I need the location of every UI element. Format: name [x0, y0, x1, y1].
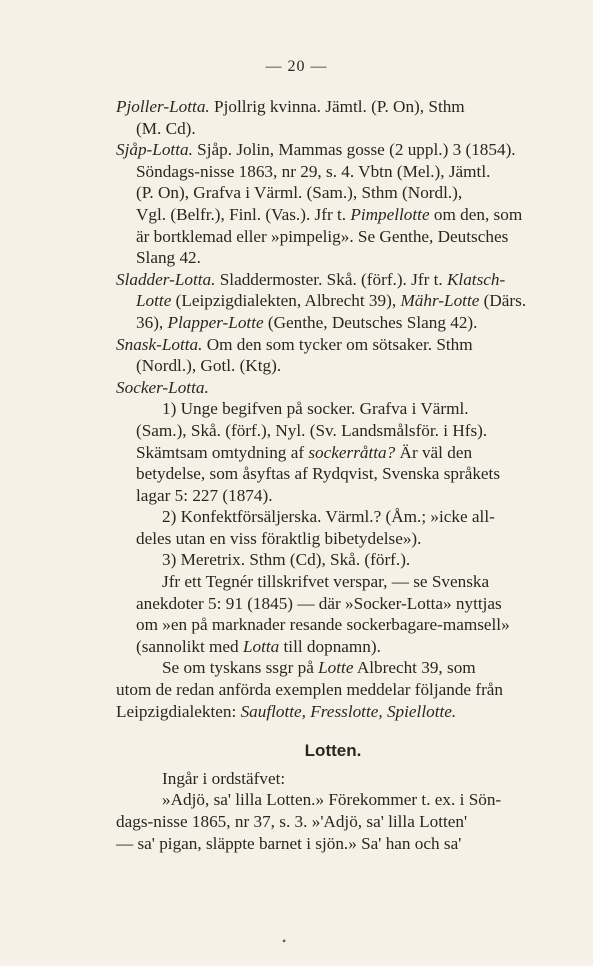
text-line: 1) Unge begifven på socker. Grafva i Värml.	[162, 399, 469, 419]
text-line: (sannolikt med Lotta till dopnamn).	[136, 636, 381, 656]
text-line: lagar 5: 227 (1874).	[136, 485, 273, 505]
footer-mark: •	[282, 934, 287, 948]
text-line: Lotte (Leipzigdialekten, Albrecht 39), Mähr-Lotte (Därs.	[136, 291, 527, 311]
text-line: »Adjö, sa' lilla Lotten.» Förekommer t. ex. i Sön-	[162, 790, 502, 810]
text-line: dags-nisse 1865, nr 37, s. 3. »'Adjö, sa' lilla Lotten'	[116, 812, 468, 831]
text-line: Ingår i ordstäfvet:	[162, 768, 286, 788]
page-number: — 20 —	[265, 58, 328, 75]
text-line: Slang 42.	[136, 248, 201, 268]
text-line: är bortklemad eller »pimpelig». Se Genthe, Deutsches	[136, 226, 509, 246]
text-line: — sa' pigan, släppte barnet i sjön.» Sa' han och sa'	[116, 833, 462, 853]
text-line: (Sam.), Skå. (förf.), Nyl. (Sv. Landsmålsför. i Hfs).	[136, 420, 488, 440]
page-body	[118, 96, 548, 854]
text-line: anekdoter 5: 91 (1845) — där »Socker-Lotta» nyttjas	[136, 593, 502, 613]
text-line: (M. Cd).	[136, 118, 196, 138]
text-line: Se om tyskans ssgr på Lotte Albrecht 39, som	[162, 658, 476, 678]
text-line: Jfr ett Tegnér tillskrifvet verspar, — se Svenska	[162, 572, 490, 592]
text-line: Snask-Lotta. Om den som tycker om sötsaker. Sthm	[116, 334, 473, 354]
lotten-section	[118, 768, 548, 854]
text-line: 3) Meretrix. Sthm (Cd), Skå. (förf.).	[162, 550, 411, 570]
text-line: Socker-Lotta.	[116, 377, 209, 397]
text-line: 36), Plapper-Lotte (Genthe, Deutsches Slang 42).	[136, 312, 478, 332]
text-line: (Nordl.), Gotl. (Ktg).	[136, 356, 282, 376]
text-line: deles utan en viss föraktlig bibetydelse»).	[136, 528, 422, 548]
text-line: betydelse, som åsyftas af Rydqvist, Svenska språkets	[136, 464, 501, 484]
text-line: Leipzigdialekten: Sauflotte, Fresslotte, Spiellotte.	[116, 701, 457, 721]
text-line: om »en på marknader resande sockerbagare-mamsell»	[136, 615, 510, 635]
text-line: 2) Konfektförsäljerska. Värml.? (Åm.; »icke all-	[162, 507, 495, 527]
text-line: Sladder-Lotta. Sladdermoster. Skå. (förf.). Jfr t. Klatsch-	[116, 269, 506, 289]
text-line: Sjåp-Lotta. Sjåp. Jolin, Mammas gosse (2 uppl.) 3 (1854).	[116, 140, 516, 160]
text-line: Vgl. (Belfr.), Finl. (Vas.). Jfr t. Pimpellotte om den, som	[136, 204, 523, 224]
text-line: utom de redan anförda exemplen meddelar följande från	[116, 680, 504, 700]
text-line: Skämtsam omtydning af sockerråtta? Är väl den	[136, 442, 473, 462]
text-line: (P. On), Grafva i Värml. (Sam.), Sthm (Nordl.),	[136, 183, 463, 203]
section-heading: Lotten.	[304, 741, 362, 761]
text-line: Söndags-nisse 1863, nr 29, s. 4. Vbtn (Mel.), Jämtl.	[136, 161, 491, 181]
entries-section	[118, 96, 548, 722]
text-line: Pjoller-Lotta. Pjollrig kvinna. Jämtl. (P. On), Sthm	[116, 97, 465, 116]
